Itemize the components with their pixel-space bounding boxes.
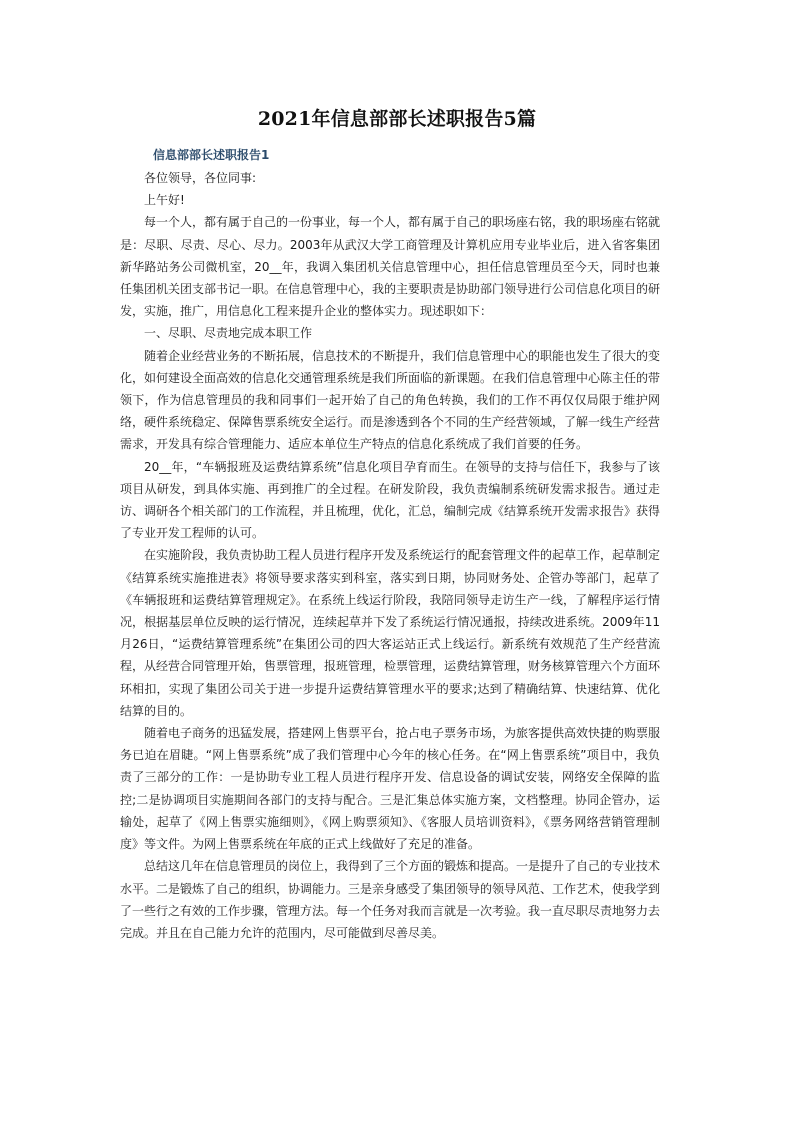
paragraph: 在实施阶段，我负责协助工程人员进行程序开发及系统运行的配套管理文件的起草工作，起草制定《结算系统实施推进表》将领导要求落实到科室，落实到日期，协同财务处、企管办等部门，起草了《车辆报班和运费结算管理规定》。在系统上线运行阶段，我陪同领导走访生产一线，了解程序运行情况，根据基层单位反映的运行情况，连续起草并下发了系统运行情况通报，持续改进系统。2009年11月26日，“运费结算管理系统”在集团公司的四大客运站正式上线运行。新系统有效规范了生产经营流程，从经营合同管理开始，售票管理，报班管理，检票管理，运费结算管理，财务核算管理六个方面环环相扣，实现了集团公司关于进一步提升运费结算管理水平的要求;达到了精确结算、快速结算、优化结算的目的。 [120, 548, 661, 718]
paragraph-intro: 每一个人，都有属于自己的一份事业，每一个人，都有属于自己的职场座右铭，我的职场座右铭就是：尽职、尽责、尽心、尽力。2003年从武汉大学工商管理及计算机应用专业毕业后，进入省客集团新华路站务公司微机室，20__年，我调入集团机关信息管理中心，担任信息管理员至今天，同时也兼任集团机关团支部书记一职。在信息管理中心，我的主要职责是协助部门领导进行公司信息化项目的研发，实施，推广，用信息化工程来提升企业的整体实力。现述职如下： [120, 215, 661, 319]
section-heading: 信息部部长述职报告1 [153, 148, 270, 162]
paragraph-salutation: 各位领导，各位同事: [144, 171, 257, 185]
paragraph: 20__年，“车辆报班及运费结算系统”信息化项目孕育而生。在领导的支持与信任下，我参与了该项目从研发，到具体实施、再到推广的全过程。在研发阶段，我负责编制系统研发需求报告。通过走访、调研各个相关部门的工作流程，并且梳理，优化，汇总，编制完成《结算系统开发需求报告》获得了专业开发工程师的认可。 [120, 459, 661, 541]
paragraph-greeting: 上午好! [144, 193, 185, 208]
document-title: 2021年信息部部长述职报告5篇 [257, 108, 537, 130]
paragraph: 总结这几年在信息管理员的岗位上，我得到了三个方面的锻炼和提高。一是提升了自己的专业技术水平。二是锻炼了自己的组织，协调能力。三是亲身感受了集团领导的领导风范、工作艺术，使我学到了一些行之有效的工作步骤，管理方法。每一个任务对我而言就是一次考验。我一直尽职尽责地努力去完成。并且在自己能力允许的范围内，尽可能做到尽善尽美。 [120, 859, 661, 940]
paragraph: 随着企业经营业务的不断拓展，信息技术的不断提升，我们信息管理中心的职能也发生了很大的变化，如何建设全面高效的信息化交通管理系统是我们所面临的新课题。在我们信息管理中心陈主任的带领下，作为信息管理员的我和同事们一起开始了自己的角色转换，我们的工作不再仅仅局限于维护网络，硬件系统稳定、保障售票系统安全运行。而是渗透到各个不同的生产经营领域，了解一线生产经营需求，开发具有综合管理能力、适应本单位生产特点的信息化系统成了我们首要的任务。 [120, 348, 661, 452]
paragraph-subheading: 一、尽职、尽责地完成本职工作 [144, 326, 313, 341]
paragraph: 随着电子商务的迅猛发展，搭建网上售票平台，抢占电子票务市场，为旅客提供高效快捷的购票服务已迫在眉睫。“网上售票系统”成了我们管理中心今年的核心任务。在“网上售票系统”项目中，我负责了三部分的工作：一是协助专业工程人员进行程序开发、信息设备的调试安装，网络安全保障的监控;二是协调项目实施期间各部门的支持与配合。三是汇集总体实施方案，文档整理。协同企管办，运输处，起草了《网上售票实施细则》，《网上购票须知》、《客服人员培训资料》，《票务网络营销管理制度》等文件。为网上售票系统在年底的正式上线做好了充足的准备。 [120, 726, 661, 852]
document-body [120, 167, 660, 944]
